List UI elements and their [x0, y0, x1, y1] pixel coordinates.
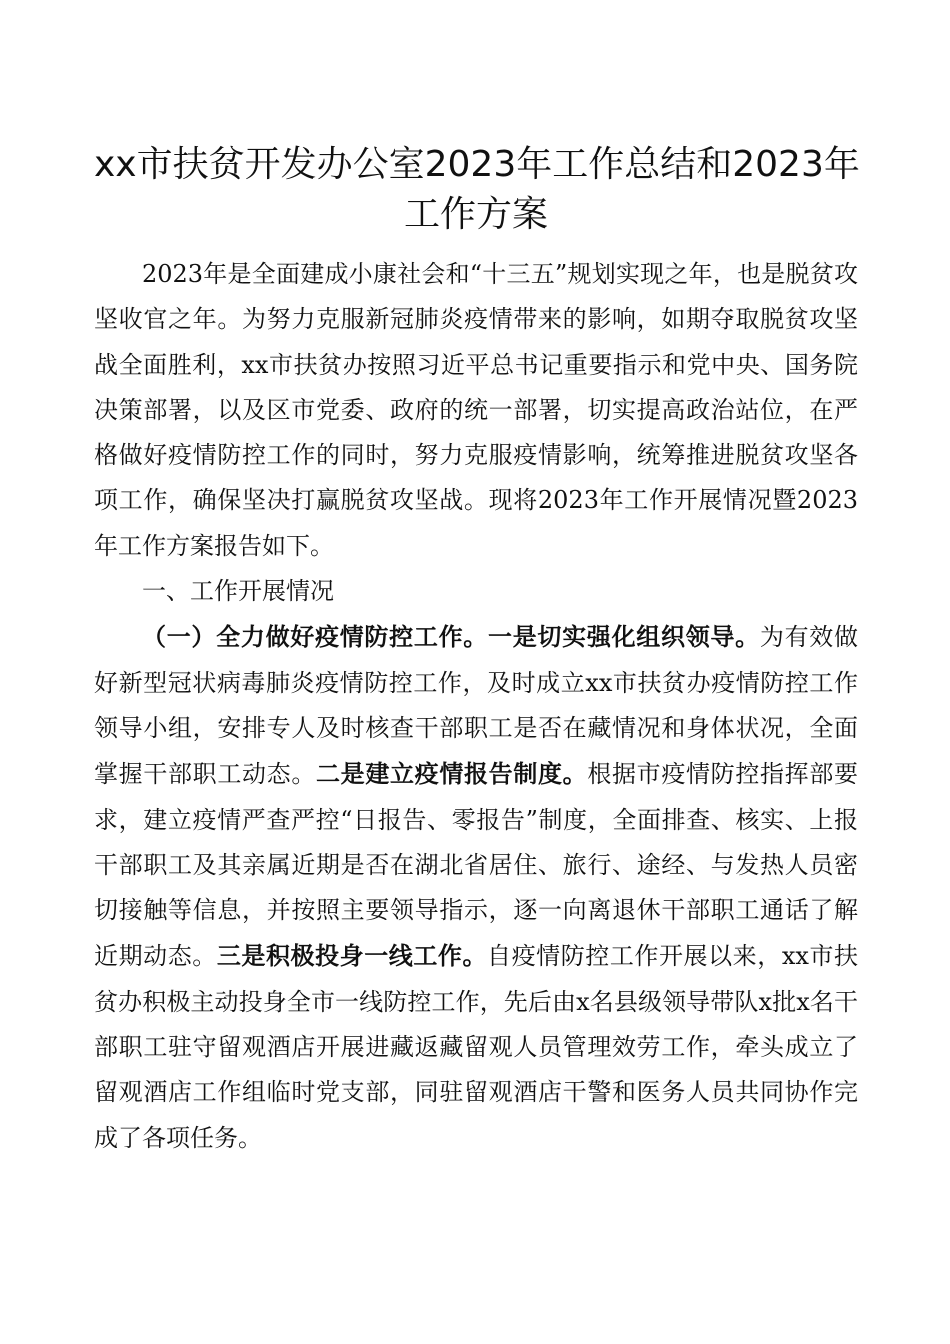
title-line-2: 工作方案: [403, 194, 548, 235]
document-title: [94, 140, 858, 240]
document-page: [94, 140, 858, 1161]
title-line-1: xx市扶贫开发办公室2023年工作总结和2023年: [94, 144, 860, 185]
point-2-text: 根据市疫情防控指挥部要求，建立疫情严查严控“日报告、零报告”制度，全面排查、核实、上报干部职工及其亲属近期是否在湖北省居住、旅行、途经、与发热人员密切接触等信息，并按照主要领导指示，逐一向离退休干部职工通话了解近期动态。: [94, 760, 859, 971]
point-2-heading: 二是建立疫情报告制度。: [316, 759, 588, 789]
intro-paragraph: 2023年是全面建成小康社会和“十三五”规划实现之年，也是脱贫攻坚收官之年。为努力克服新冠肺炎疫情带来的影响，如期夺取脱贫攻坚战全面胜利，xx市扶贫办按照习近平总书记重要指示和党中央、国务院决策部署，以及区市党委、政府的统一部署，切实提高政治站位，在严格做好疫情防控工作的同时，努力克服疫情影响，统筹推进脱贫攻坚各项工作，确保坚决打赢脱贫攻坚战。现将2023年工作开展情况暨2023年工作方案报告如下。: [94, 260, 858, 560]
subsection-heading: （一）全力做好疫情防控工作。: [142, 622, 488, 652]
point-3-heading: 三是积极投身一线工作。: [216, 941, 488, 971]
section-heading: 一、工作开展情况: [142, 577, 334, 606]
point-3-text: 自疫情防控工作开展以来，xx市扶贫办积极主动投身全市一线防控工作，先后由x名县级领导带队x批x名干部职工驻守留观酒店开展进藏返藏留观人员管理效劳工作，牵头成立了留观酒店工作组临时党支部，同驻留观酒店干警和医务人员共同协作完成了各项任务。: [94, 942, 859, 1152]
section-paragraph: [94, 614, 858, 1161]
point-1-heading: 一是切实强化组织领导。: [488, 622, 760, 652]
point-1-text: 为有效做好新型冠状病毒肺炎疫情防控工作，及时成立xx市扶贫办疫情防控工作领导小组，安排专人及时核查干部职工是否在藏情况和身体状况，全面掌握干部职工动态。: [94, 623, 859, 789]
